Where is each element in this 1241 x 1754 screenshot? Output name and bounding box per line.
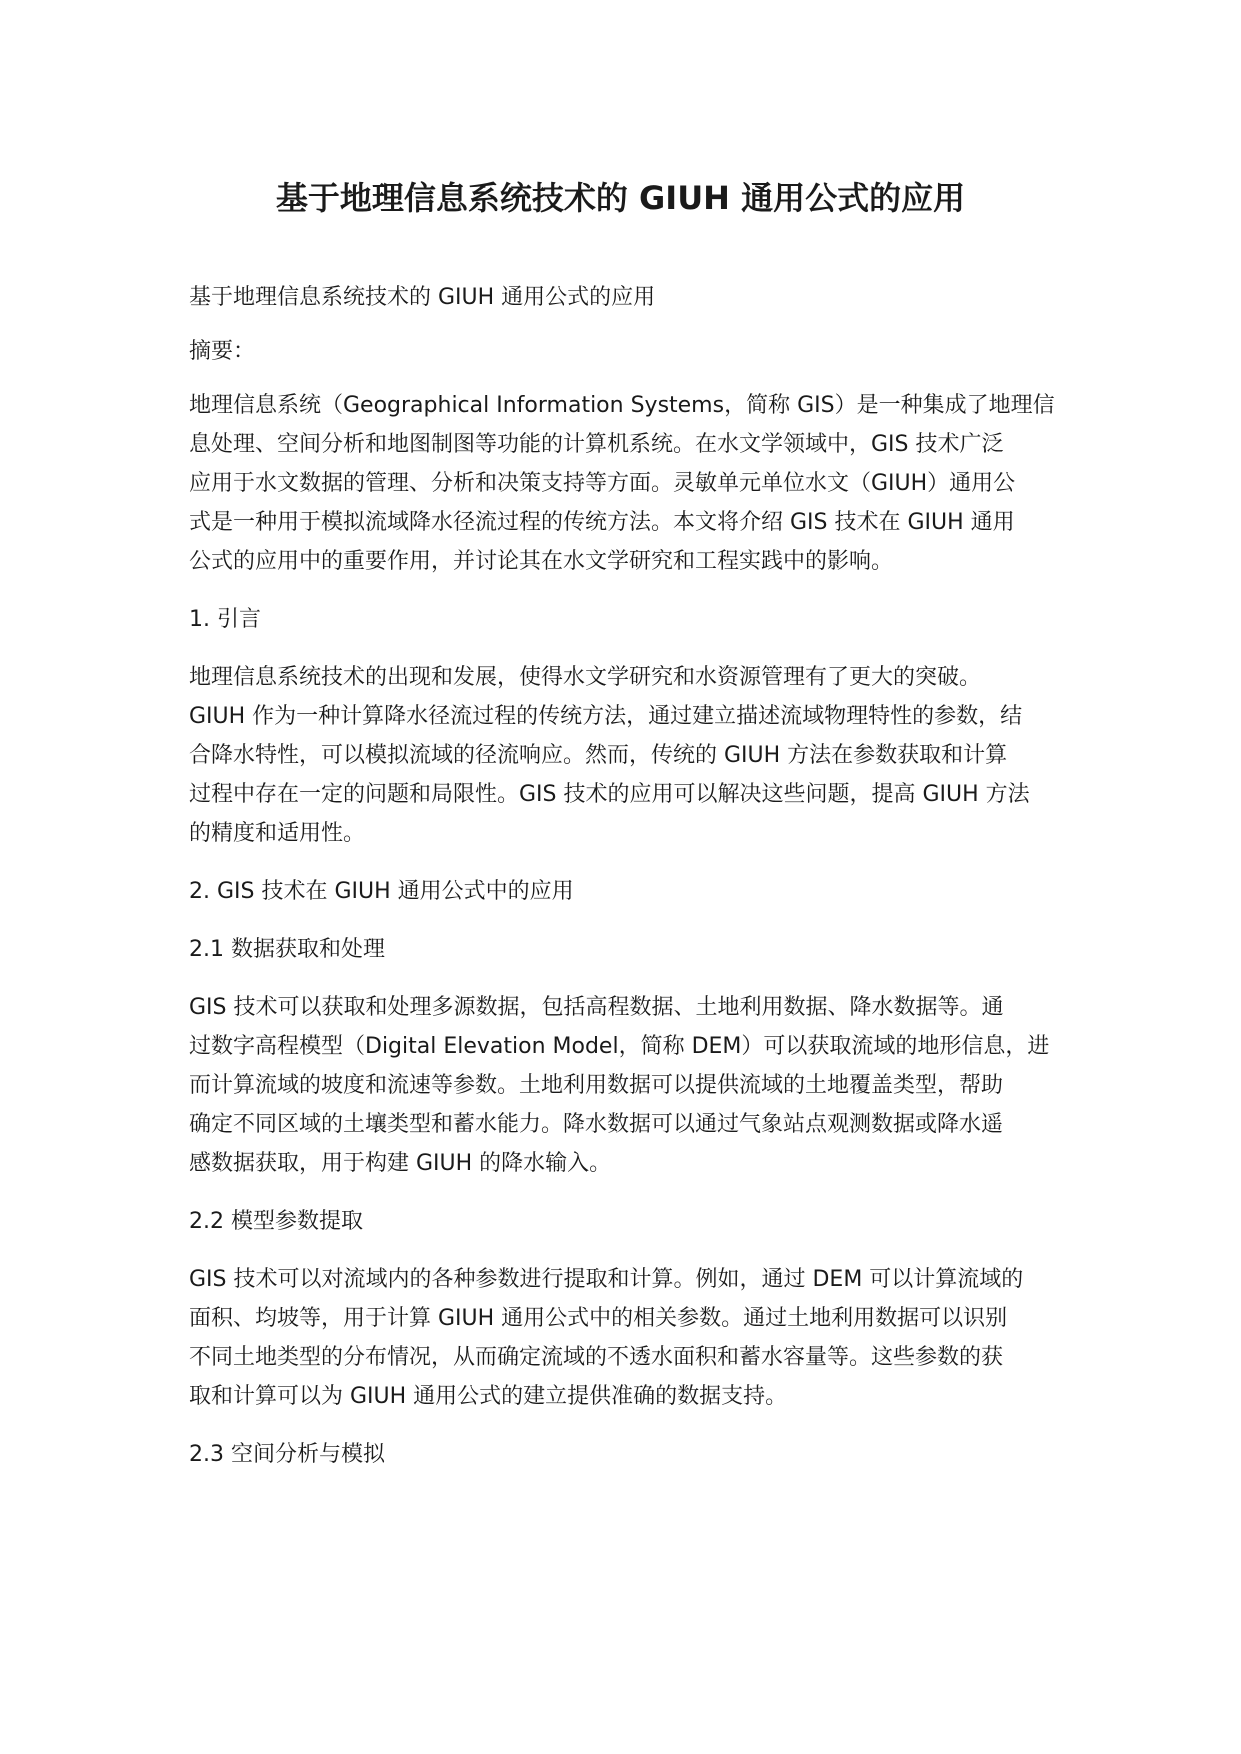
section1-line: GIUH 作为一种计算降水径流过程的传统方法，通过建立描述流域物理特性的参数，结 xyxy=(189,704,1023,729)
section2-1-line: 感数据获取，用于构建 GIUH 的降水输入。 xyxy=(189,1151,612,1176)
section1-line: 过程中存在一定的问题和局限性。GIS 技术的应用可以解决这些问题，提高 GIUH 方法 xyxy=(189,782,1030,807)
abstract-label: 摘要： xyxy=(189,339,256,364)
subsection-heading-spatial-analysis: 2.3 空间分析与模拟 xyxy=(189,1442,385,1467)
section2-1-line: 确定不同区域的土壤类型和蓄水能力。降水数据可以通过气象站点观测数据或降水遥 xyxy=(189,1112,1004,1137)
section2-1-line: GIS 技术可以获取和处理多源数据，包括高程数据、土地利用数据、降水数据等。通 xyxy=(189,995,1004,1020)
abstract-line: 式是一种用于模拟流域降水径流过程的传统方法。本文将介绍 GIS 技术在 GIUH 通用 xyxy=(189,510,1015,535)
section1-line: 合降水特性，可以模拟流域的径流响应。然而，传统的 GIUH 方法在参数获取和计算 xyxy=(189,743,1008,768)
section2-1-line: 过数字高程模型（Digital Elevation Model，简称 DEM）可以获取流域的地形信息，进 xyxy=(189,1034,1050,1059)
section-heading-gis-application: 2. GIS 技术在 GIUH 通用公式中的应用 xyxy=(189,879,574,904)
section2-2-line: GIS 技术可以对流域内的各种参数进行提取和计算。例如，通过 DEM 可以计算流域的 xyxy=(189,1267,1024,1292)
document-title: 基于地理信息系统技术的 GIUH 通用公式的应用 xyxy=(275,179,966,217)
subsection-heading-parameter-extraction: 2.2 模型参数提取 xyxy=(189,1209,363,1234)
section1-line: 地理信息系统技术的出现和发展，使得水文学研究和水资源管理有了更大的突破。 xyxy=(189,665,982,690)
abstract-line: 公式的应用中的重要作用，并讨论其在水文学研究和工程实践中的影响。 xyxy=(189,549,894,574)
abstract-line: 地理信息系统（Geographical Information Systems，简称 GIS）是一种集成了地理信 xyxy=(189,393,1055,418)
section2-2-line: 不同土地类型的分布情况，从而确定流域的不透水面积和蓄水容量等。这些参数的获 xyxy=(189,1345,1004,1370)
abstract-line: 应用于水文数据的管理、分析和决策支持等方面。灵敏单元单位水文（GIUH）通用公 xyxy=(189,471,1016,496)
section2-1-line: 而计算流域的坡度和流速等参数。土地利用数据可以提供流域的土地覆盖类型，帮助 xyxy=(189,1073,1004,1098)
section2-2-line: 面积、均坡等，用于计算 GIUH 通用公式中的相关参数。通过土地利用数据可以识别 xyxy=(189,1306,1008,1331)
section1-line: 的精度和适用性。 xyxy=(189,821,366,846)
section-heading-introduction: 1. 引言 xyxy=(189,607,261,632)
abstract-line: 息处理、空间分析和地图制图等功能的计算机系统。在水文学领域中，GIS 技术广泛 xyxy=(189,432,1004,457)
section2-2-line: 取和计算可以为 GIUH 通用公式的建立提供准确的数据支持。 xyxy=(189,1384,788,1409)
document-subtitle: 基于地理信息系统技术的 GIUH 通用公式的应用 xyxy=(189,285,656,310)
subsection-heading-data-acquisition: 2.1 数据获取和处理 xyxy=(189,937,385,962)
